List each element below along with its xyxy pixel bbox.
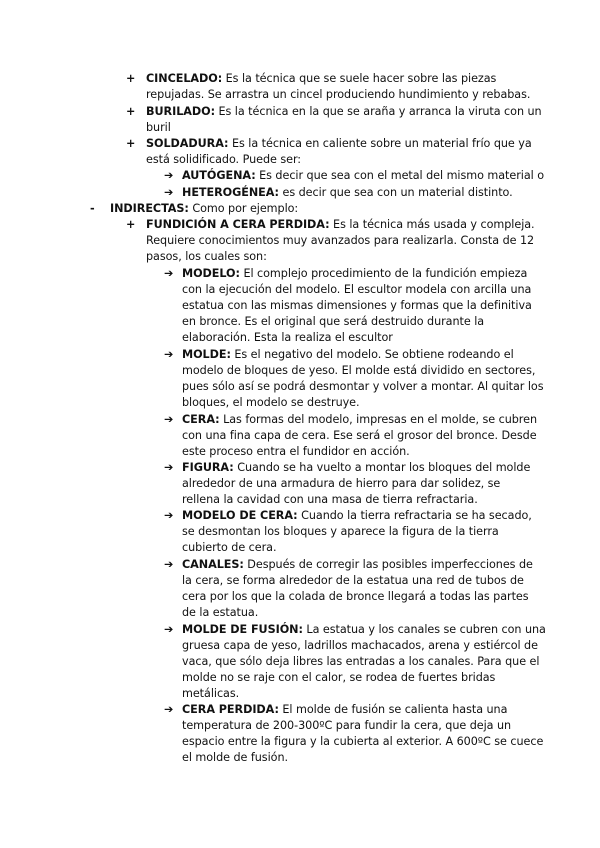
text-line: está solidificado. Puede ser: (146, 153, 302, 166)
item-modelo-de-cera: MODELO DE CERA: Cuando la tierra refractaria se ha secado, (182, 509, 532, 522)
item-figura: FIGURA: Cuando se ha vuelto a montar los bloques del molde (182, 461, 531, 474)
text-line: buril (146, 121, 171, 134)
item-canales: CANALES: Después de corregir las posibles imperfecciones de (182, 558, 533, 571)
item-cincelado: CINCELADO: Es la técnica que se suele hacer sobre las piezas (146, 72, 497, 85)
arrow-icon: ➔ (164, 703, 174, 716)
text-line: rellena la cavidad con una masa de tierra refractaria. (182, 493, 478, 506)
item-burilado: BURILADO: Es la técnica en la que se araña y arranca la viruta con un (146, 105, 542, 118)
term: HETEROGÉNEA: (182, 186, 279, 199)
text-line: modelo de bloques de yeso. El molde está dividido en sectores, (182, 364, 536, 377)
term: BURILADO: (146, 105, 215, 118)
item-cera-perdida: CERA PERDIDA: El molde de fusión se calienta hasta una (182, 703, 508, 716)
term: MODELO DE CERA: (182, 509, 298, 522)
text-line: espacio entre la figura y la cubierta al exterior. A 600ºC se cuece (182, 735, 544, 748)
term: INDIRECTAS: (110, 202, 189, 215)
arrow-icon: ➔ (164, 169, 174, 182)
text-line: metálicas. (182, 687, 240, 700)
term: MODELO: (182, 267, 240, 280)
text-line: repujadas. Se arrastra un cincel produciendo hundimiento y rebabas. (146, 88, 531, 101)
text-line: gruesa capa de yeso, ladrillos machacados, arena y estiércol de (182, 639, 538, 652)
text-line: con la ejecución del modelo. El escultor modela con arcilla una (182, 283, 532, 296)
text-line: alrededor de una armadura de hierro para dar solidez, se (182, 477, 501, 490)
term: FIGURA: (182, 461, 234, 474)
text-line: con una fina capa de cera. Ese será el grosor del bronce. Desde (182, 429, 537, 442)
item-molde: MOLDE: Es el negativo del modelo. Se obtiene rodeando el (182, 348, 514, 361)
text-line: la cera, se forma alrededor de la estatua una red de tubos de (182, 574, 524, 587)
text-line: este proceso entra el fundidor en acción. (182, 445, 410, 458)
term: CINCELADO: (146, 72, 223, 85)
text-line: elaboración. Esta la realiza el escultor (182, 331, 393, 344)
dash-bullet: - (90, 202, 95, 215)
item-indirectas: INDIRECTAS: Como por ejemplo: (110, 202, 299, 215)
term: MOLDE DE FUSIÓN: (182, 623, 303, 636)
text-line: de la estatua. (182, 606, 259, 619)
text-line: en bronce. Es el original que será destruido durante la (182, 315, 485, 328)
text-line: pues sólo así se podrá desmontar y volver a montar. Al quitar los (182, 380, 544, 393)
term: FUNDICIÓN A CERA PERDIDA: (146, 218, 330, 231)
arrow-icon: ➔ (164, 413, 174, 426)
term: CERA: (182, 413, 220, 426)
plus-bullet: + (126, 105, 136, 118)
text-line: el molde de fusión. (182, 751, 288, 764)
text-line: se desmontan los bloques y aparece la figura de la tierra (182, 525, 499, 538)
text-line: cera por los que la colada de bronce llegará a todas las partes (182, 590, 529, 603)
term: CERA PERDIDA: (182, 703, 279, 716)
text-line: vaca, que sólo deja libres las entradas a los canales. Para que el (182, 655, 540, 668)
item-molde-de-fusion: MOLDE DE FUSIÓN: La estatua y los canales se cubren con una (182, 623, 546, 636)
item-cera: CERA: Las formas del modelo, impresas en el molde, se cubren (182, 413, 537, 426)
plus-bullet: + (126, 137, 136, 150)
text-line: Requiere conocimientos muy avanzados para realizarla. Consta de 12 (146, 234, 535, 247)
term: CANALES: (182, 558, 244, 571)
item-fundicion: FUNDICIÓN A CERA PERDIDA: Es la técnica más usada y compleja. (146, 218, 535, 231)
arrow-icon: ➔ (164, 558, 174, 571)
item-soldadura: SOLDADURA: Es la técnica en caliente sobre un material frío que ya (146, 137, 532, 150)
arrow-icon: ➔ (164, 348, 174, 361)
text-line: pasos, los cuales son: (146, 250, 267, 263)
arrow-icon: ➔ (164, 267, 174, 280)
term: MOLDE: (182, 348, 231, 361)
item-heterogenea: HETEROGÉNEA: es decir que sea con un material distinto. (182, 186, 513, 199)
arrow-icon: ➔ (164, 509, 174, 522)
plus-bullet: + (126, 72, 136, 85)
arrow-icon: ➔ (164, 623, 174, 636)
plus-bullet: + (126, 218, 136, 231)
text-line: molde no se raje con el calor, se rodea de fuertes bridas (182, 671, 496, 684)
item-autogena: AUTÓGENA: Es decir que sea con el metal del mismo material o (182, 169, 544, 182)
item-modelo: MODELO: El complejo procedimiento de la fundición empieza (182, 267, 528, 280)
term: SOLDADURA: (146, 137, 229, 150)
text-line: temperatura de 200-300ºC para fundir la cera, que deja un (182, 719, 512, 732)
arrow-icon: ➔ (164, 186, 174, 199)
text-line: bloques, el modelo se destruye. (182, 396, 360, 409)
text-line: estatua con las mismas dimensiones y formas que la definitiva (182, 299, 532, 312)
arrow-icon: ➔ (164, 461, 174, 474)
term: AUTÓGENA: (182, 169, 256, 182)
text-line: cubierto de cera. (182, 541, 277, 554)
